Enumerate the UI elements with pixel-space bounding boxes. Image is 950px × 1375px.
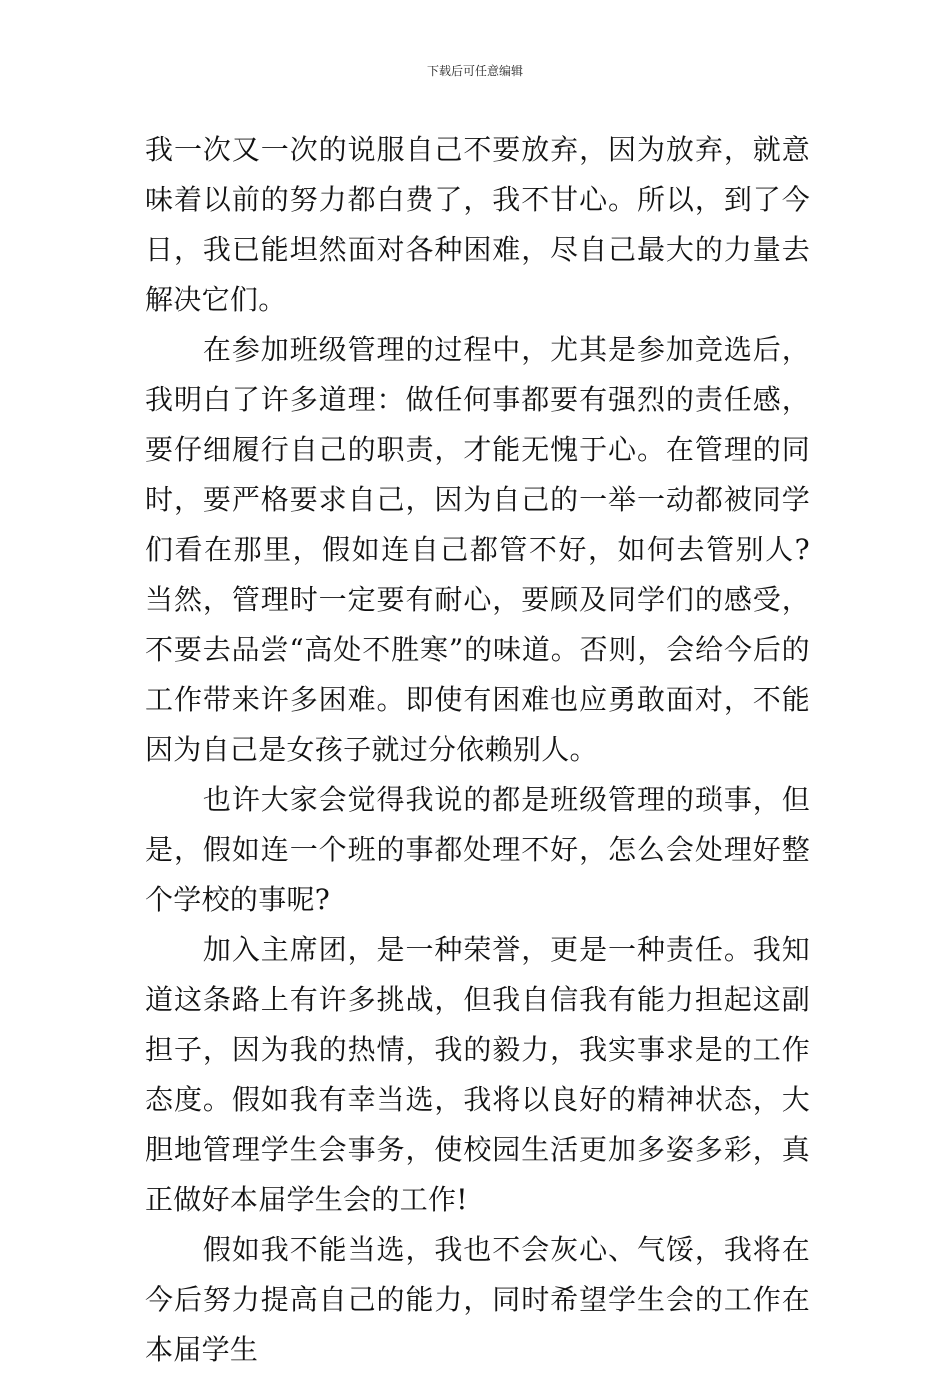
page-header: 下载后可任意编辑 — [426, 64, 523, 78]
document-body — [145, 125, 810, 1375]
paragraph-5: 假如我不能当选，我也不会灰心、气馁，我将在今后努力提高自己的能力，同时希望学生会的工作在本届学生 — [145, 1233, 810, 1366]
paragraph-4: 加入主席团，是一种荣誉，更是一种责任。我知道这条路上有许多挑战，但我自信我有能力担起这副担子，因为我的热情，我的毅力，我实事求是的工作态度。假如我有幸当选，我将以良好的精神状态，大胆地管理学生会事务，使校园生活更加多姿多彩，真正做好本届学生会的工作! — [145, 933, 810, 1216]
paragraph-1: 我一次又一次的说服自己不要放弃，因为放弃，就意味着以前的努力都白费了，我不甘心。所以，到了今日，我已能坦然面对各种困难，尽自己最大的力量去解决它们。 — [145, 133, 810, 316]
paragraph-2: 在参加班级管理的过程中，尤其是参加竞选后，我明白了许多道理：做任何事都要有强烈的责任感，要仔细履行自己的职责，才能无愧于心。在管理的同时，要严格要求自己，因为自己的一举一动都被同学们看在那里，假如连自己都管不好，如何去管别人?当然，管理时一定要有耐心，要顾及同学们的感受，不要去品尝“高处不胜寒”的味道。否则，会给今后的工作带来许多困难。即使有困难也应勇敢面对，不能因为自己是女孩子就过分依赖别人。 — [145, 333, 810, 766]
paragraph-3: 也许大家会觉得我说的都是班级管理的琐事，但是，假如连一个班的事都处理不好，怎么会处理好整个学校的事呢? — [145, 783, 810, 916]
